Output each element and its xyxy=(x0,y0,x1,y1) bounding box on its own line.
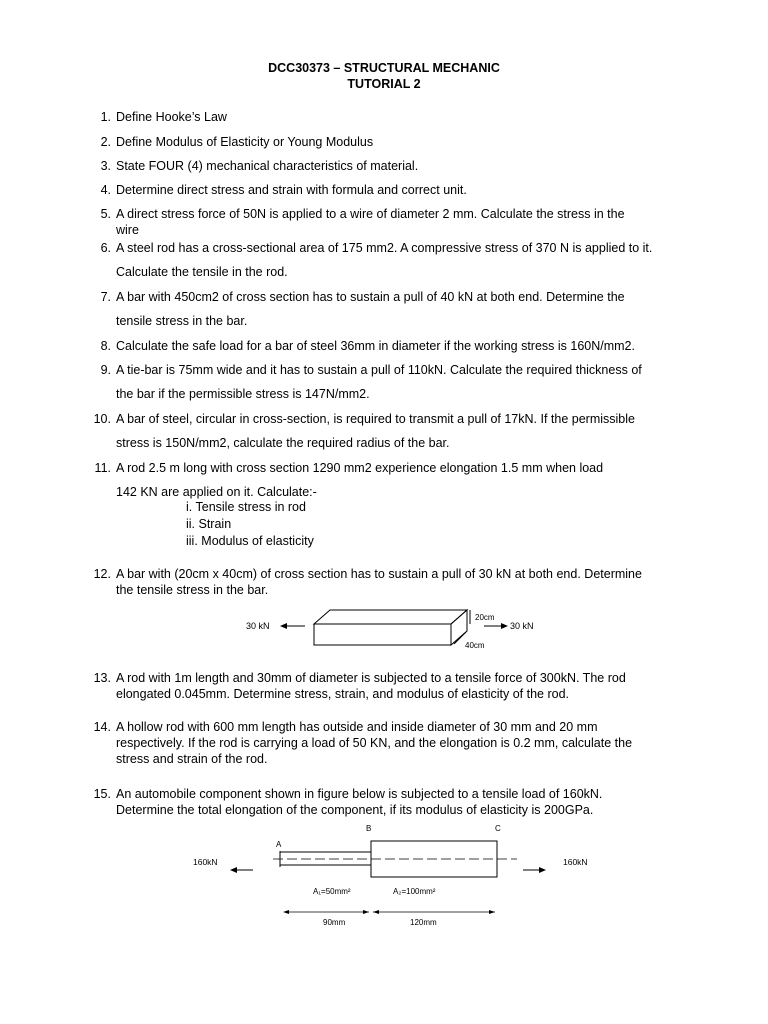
point-a-label: A xyxy=(276,840,282,849)
left-arrowhead xyxy=(230,867,237,873)
left-load-label: 30 kN xyxy=(246,621,270,631)
question-number: 12. xyxy=(93,567,111,581)
subitem-tensile-stress: i. Tensile stress in rod xyxy=(186,500,306,514)
len2-arrow-right xyxy=(489,910,495,914)
question-text: the tensile stress in the bar. xyxy=(116,583,269,597)
question-text: A bar with (20cm x 40cm) of cross section has to sustain a pull of 30 kN at both end. Determine xyxy=(116,567,642,581)
question-text: Determine the total elongation of the component, if its modulus of elasticity is 200GPa. xyxy=(116,803,594,817)
question-text: stress is 150N/mm2, calculate the required radius of the bar. xyxy=(116,436,450,450)
question-text: A steel rod has a cross-sectional area of 175 mm2. A compressive stress of 370 N is applied to it. xyxy=(116,241,653,255)
question-text: A direct stress force of 50N is applied to a wire of diameter 2 mm. Calculate the stress in the xyxy=(116,207,625,221)
question-number: 8. xyxy=(100,339,111,353)
len1-arrow-right xyxy=(363,910,369,914)
right-load-label: 160kN xyxy=(563,857,588,867)
question-text: Determine direct stress and strain with formula and correct unit. xyxy=(116,183,467,197)
len1-label: 90mm xyxy=(323,918,346,927)
question-number: 7. xyxy=(100,290,111,304)
question-text: A bar with 450cm2 of cross section has to sustain a pull of 40 kN at both end. Determine the xyxy=(116,290,625,304)
question-text: 142 KN are applied on it. Calculate:- xyxy=(116,485,317,499)
area1-label: A₁=50mm² xyxy=(313,887,351,896)
question-text: A rod with 1m length and 30mm of diameter is subjected to a tensile force of 300kN. The rod xyxy=(116,671,626,685)
question-text: A rod 2.5 m long with cross section 1290 mm2 experience elongation 1.5 mm when load xyxy=(116,461,604,475)
question-text: the bar if the permissible stress is 147N/mm2. xyxy=(116,387,370,401)
question-text: A hollow rod with 600 mm length has outside and inside diameter of 30 mm and 20 mm xyxy=(116,720,598,734)
point-b-label: B xyxy=(366,824,372,833)
question-number: 1. xyxy=(100,110,111,124)
bar-end-face xyxy=(451,610,467,645)
len1-arrow-left xyxy=(283,910,289,914)
small-section xyxy=(280,852,371,865)
course-title: DCC30373 – STRUCTURAL MECHANIC xyxy=(268,61,500,75)
question-number: 14. xyxy=(93,720,111,734)
len2-label: 120mm xyxy=(410,918,437,927)
point-c-label: C xyxy=(495,824,501,833)
question-number: 4. xyxy=(100,183,111,197)
question-number: 15. xyxy=(93,787,111,801)
len2-arrow-left xyxy=(373,910,379,914)
question-text: A tie-bar is 75mm wide and it has to sustain a pull of 110kN. Calculate the required thickness of xyxy=(116,363,642,377)
question-number: 11. xyxy=(94,461,111,475)
stepped-component-figure xyxy=(185,820,605,930)
question-number: 3. xyxy=(100,159,111,173)
tutorial-title: TUTORIAL 2 xyxy=(347,77,421,91)
right-arrowhead xyxy=(539,867,546,873)
question-number: 9. xyxy=(100,363,111,377)
question-text: Calculate the safe load for a bar of steel 36mm in diameter if the working stress is 160N/mm2. xyxy=(116,339,635,353)
question-text: A bar of steel, circular in cross-section, is required to transmit a pull of 17kN. If the permissible xyxy=(116,412,635,426)
subitem-strain: ii. Strain xyxy=(186,517,232,531)
question-number: 2. xyxy=(100,135,111,149)
height-label: 20cm xyxy=(475,613,495,622)
area2-label: A₂=100mm² xyxy=(393,887,436,896)
depth-label: 40cm xyxy=(465,641,485,650)
bar-tension-figure xyxy=(230,604,550,654)
question-text: Calculate the tensile in the rod. xyxy=(116,265,288,279)
bar-top-face xyxy=(314,610,467,624)
question-text: State FOUR (4) mechanical characteristics of material. xyxy=(116,159,419,173)
question-text: stress and strain of the rod. xyxy=(116,752,268,766)
right-arrowhead xyxy=(501,623,508,629)
left-load-label: 160kN xyxy=(193,857,218,867)
subitem-modulus: iii. Modulus of elasticity xyxy=(186,534,314,548)
question-number: 5. xyxy=(100,207,111,221)
question-text: Define Hooke’s Law xyxy=(116,110,227,124)
question-text: elongated 0.045mm. Determine stress, strain, and modulus of elasticity of the rod. xyxy=(116,687,570,701)
left-arrowhead xyxy=(280,623,287,629)
question-text: tensile stress in the bar. xyxy=(116,314,248,328)
question-text: Define Modulus of Elasticity or Young Modulus xyxy=(116,135,374,149)
question-number: 6. xyxy=(100,241,111,255)
question-number: 13. xyxy=(93,671,111,685)
question-number: 10. xyxy=(93,412,111,426)
question-text: respectively. If the rod is carrying a load of 50 KN, and the elongation is 0.2 mm, calculate the xyxy=(116,736,633,750)
right-load-label: 30 kN xyxy=(510,621,534,631)
question-text: wire xyxy=(116,223,139,237)
bar-front-face xyxy=(314,624,451,645)
question-text: An automobile component shown in figure below is subjected to a tensile load of 160kN. xyxy=(116,787,603,801)
